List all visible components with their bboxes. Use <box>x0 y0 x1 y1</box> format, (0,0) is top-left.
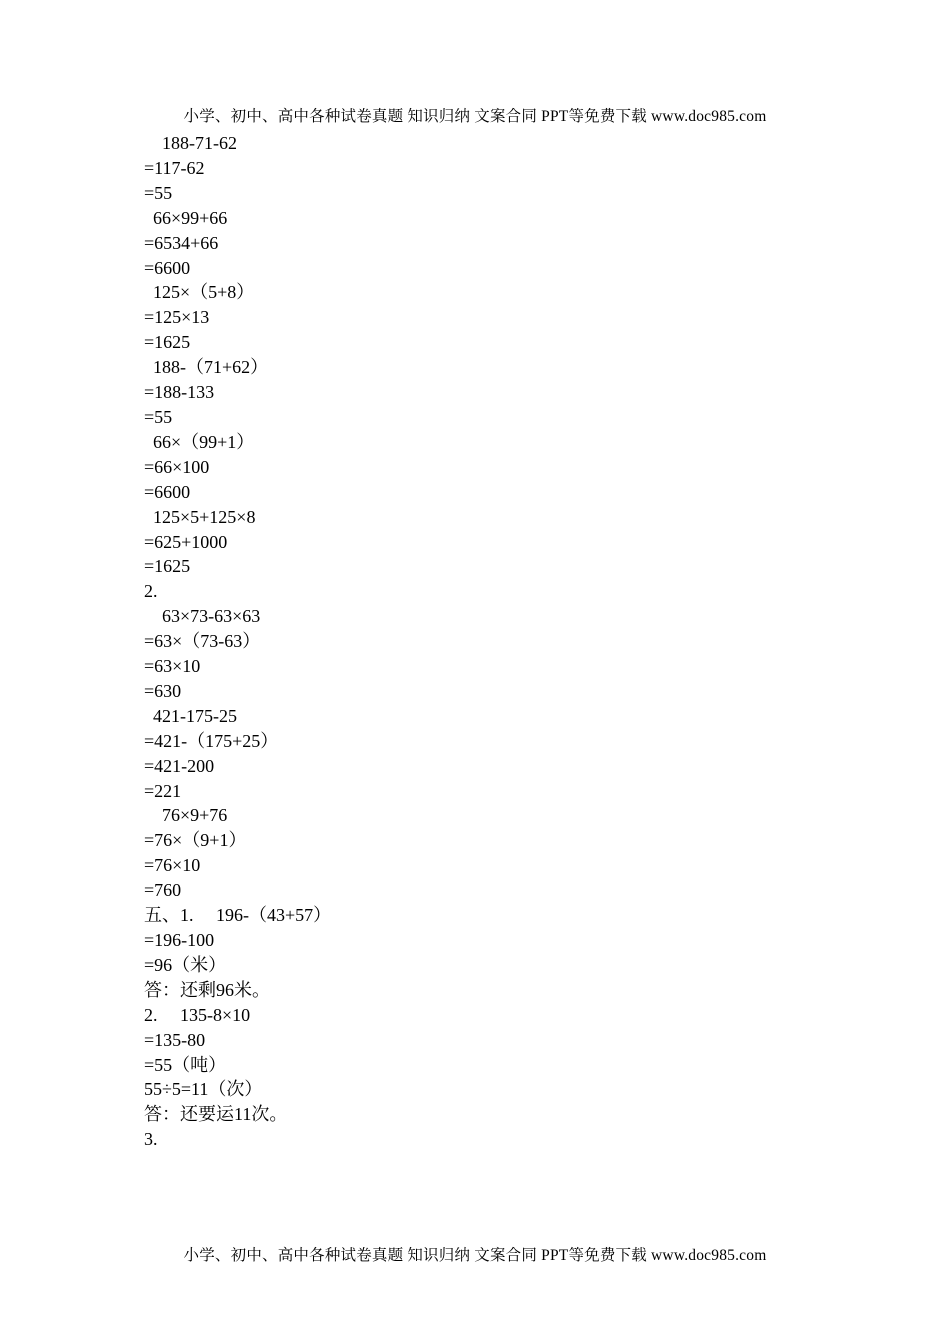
text-line: =135-80 <box>144 1029 206 1050</box>
text-line: 66×99+66 <box>144 207 228 228</box>
text-line: =76×（9+1） <box>144 830 247 851</box>
text-line: 421-175-25 <box>144 705 237 726</box>
text-line: =96（米） <box>144 954 227 975</box>
text-line: =630 <box>144 680 182 701</box>
section-number: 2. <box>144 581 158 602</box>
page-header: 小学、初中、高中各种试卷真题 知识归纳 文案合同 PPT等免费下载 www.doc985.com <box>183 108 767 125</box>
section-number: 3. <box>144 1129 158 1150</box>
text-line: =6600 <box>144 481 191 502</box>
text-line: =117-62 <box>144 157 205 178</box>
text-line: =55 <box>144 406 173 427</box>
text-line: =63×10 <box>144 656 201 677</box>
text-line: 188-71-62 <box>144 133 237 153</box>
text-line: 2. 135-8×10 <box>144 1004 251 1025</box>
text-line: =760 <box>144 880 182 901</box>
answer-line: 答：还剩96米。 <box>144 979 270 1000</box>
text-line: =196-100 <box>144 930 215 950</box>
text-line: =125×13 <box>144 307 210 328</box>
text-line: =421-（175+25） <box>144 730 279 751</box>
answer-line: 答：还要运11次。 <box>144 1104 288 1125</box>
text-line: =188-133 <box>144 382 215 403</box>
text-line: 76×9+76 <box>144 805 228 826</box>
text-line: =76×10 <box>144 855 201 876</box>
text-line: =1625 <box>144 332 191 353</box>
text-line: =6534+66 <box>144 232 219 253</box>
text-line: 125×（5+8） <box>144 282 255 303</box>
text-line: =221 <box>144 780 182 801</box>
text-line: =421-200 <box>144 755 215 776</box>
page-footer: 小学、初中、高中各种试卷真题 知识归纳 文案合同 PPT等免费下载 www.doc985.com <box>183 1247 767 1264</box>
text-line: 125×5+125×8 <box>144 506 256 527</box>
text-line: =6600 <box>144 257 191 278</box>
document-body <box>144 131 844 1152</box>
text-line: =55（吨） <box>144 1054 227 1075</box>
text-line: 66×（99+1） <box>144 431 255 452</box>
section-heading: 五、1. 196-（43+57） <box>144 905 332 926</box>
text-line: =625+1000 <box>144 531 228 552</box>
text-line: 188-（71+62） <box>144 357 269 378</box>
text-line: =66×100 <box>144 456 210 477</box>
text-line: =1625 <box>144 556 191 577</box>
text-line: =55 <box>144 182 173 203</box>
text-line: 63×73-63×63 <box>144 606 261 627</box>
text-line: 55÷5=11（次） <box>144 1079 263 1100</box>
text-line: =63×（73-63） <box>144 631 261 652</box>
